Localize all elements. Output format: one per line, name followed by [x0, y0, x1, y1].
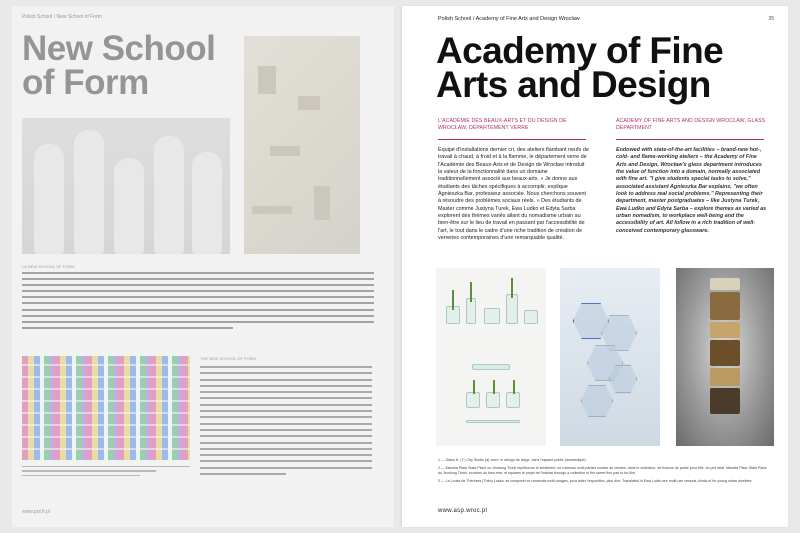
page-number: 35	[768, 16, 774, 22]
left-photo-mosaic	[22, 356, 190, 460]
left-page	[12, 6, 394, 527]
left-page-footer: www.pol.fr.pl	[22, 509, 51, 515]
english-body-text: Endowed with state-of-the-art facilities – brand-new hot-, cold- and flame-working ateliers – the Academy of Fine Arts and Design, Wrocław's glass department introduces the value of function into a domain, normally associated with fine art. "I give students special tasks to solve," associated assistant Agnieszka Bar explains, "we often look to address real social problems." Representing their department, master postgraduates – like Justyna Turek, Ewa Ludko and Edyta Sarba – explore themes as varied as urban nomadism, to workplace well-being and the accessibility of art. All follow in a rich tradition of well-conceived contemporary glassware.	[616, 147, 767, 234]
photo-captions	[438, 458, 768, 487]
page-title	[436, 30, 776, 105]
french-column-heading: L'ACADÉMIE DES BEAUX-ARTS ET DU DESIGN DE WROCŁAW, DÉPARTEMENT VERRE	[438, 118, 567, 131]
caption-2: 2 — Mandra Plaar Stala Place ou Jeudung Trunk repétiseurs le sentiment, un ruisseau multi parties rondes au crestes, dans le collection, de fusions de partie pour elle. du prix fatal, Mandra Plaar Stala Place du Jeudung Trunk, ecuvites du bien-etre, et squares le projet de l'habitat through a collection of the sweet five part to be-like.	[438, 466, 767, 475]
french-body-text: Équipé d'installations dernier cri, des ateliers flambant neufs de travail à chaud, à froid et à la flamme, le département verre de l'Académie des Beaux-Arts et de Design de Wrocław introduit la valeur de la fonctionnalité dans un domaine traditionnellement associé aux beaux-arts. « Je donne aux étudiants des tâches spécifiques à accomplir, explique Agnieszka Bar, professeur associée. Nous cherchons souvent à résoudre des problèmes sociaux réels. » Des étudiants de Master comme Justyna Turek, Ewa Ludko et Edyta Sarba explorent des thèmes variés allant du nomadisme urbain au bien-être sur le lieu de travail en passant par l'accessibilité de l'art, le tout dans le cadre d'une riche tradition de création de verreries contemporaines d'une remarquable qualité.	[438, 147, 589, 242]
left-page-title	[22, 29, 216, 102]
left-body-text-block	[22, 272, 374, 346]
left-title-line-1: New School	[22, 29, 216, 68]
left-photo-objects	[244, 36, 360, 254]
title-line-2: Arts and Design	[436, 64, 711, 105]
photo-hexagonal-glass	[560, 268, 660, 446]
left-notes	[22, 466, 190, 486]
english-heading-rule	[616, 139, 764, 140]
photo-glass-planters	[436, 268, 546, 446]
left-page-header: Polish School / New School of Form	[22, 14, 102, 20]
left-right-column-text	[200, 366, 372, 484]
right-page-header: Polish School / Academy of Fine Arts and Design Wroclaw	[438, 16, 580, 22]
left-photo-vases	[22, 118, 230, 254]
right-page	[402, 6, 788, 527]
caption-1: 1 — Glass H. (T.) City Studio (a) verre, le design de siège, dans l'espace public (domestique)	[438, 458, 586, 462]
english-column-heading: ACADEMY OF FINE ARTS AND DESIGN WROCŁAW, GLASS DEPARTMENT	[616, 118, 766, 131]
left-right-column-heading: THE NEW SCHOOL OF FORM	[200, 356, 256, 361]
french-heading-rule	[438, 139, 586, 140]
right-page-footer: www.asp.wroc.pl	[438, 508, 488, 514]
left-caption-heading: LA NEW SCHOOL OF FORM	[22, 264, 75, 269]
caption-3: 3 — La Louka de Thérèses (Théo) Luska, se composer et construits multi-usages, pour aider l'exposition, plus dire. Translated in Ewa Ludko are multi-use vessels, kinda-of for young urban dwellers.	[438, 479, 753, 483]
left-title-line-2: of Form	[22, 63, 149, 102]
photo-stacked-vessel	[676, 268, 774, 446]
title-line-1: Academy of Fine	[436, 30, 724, 71]
